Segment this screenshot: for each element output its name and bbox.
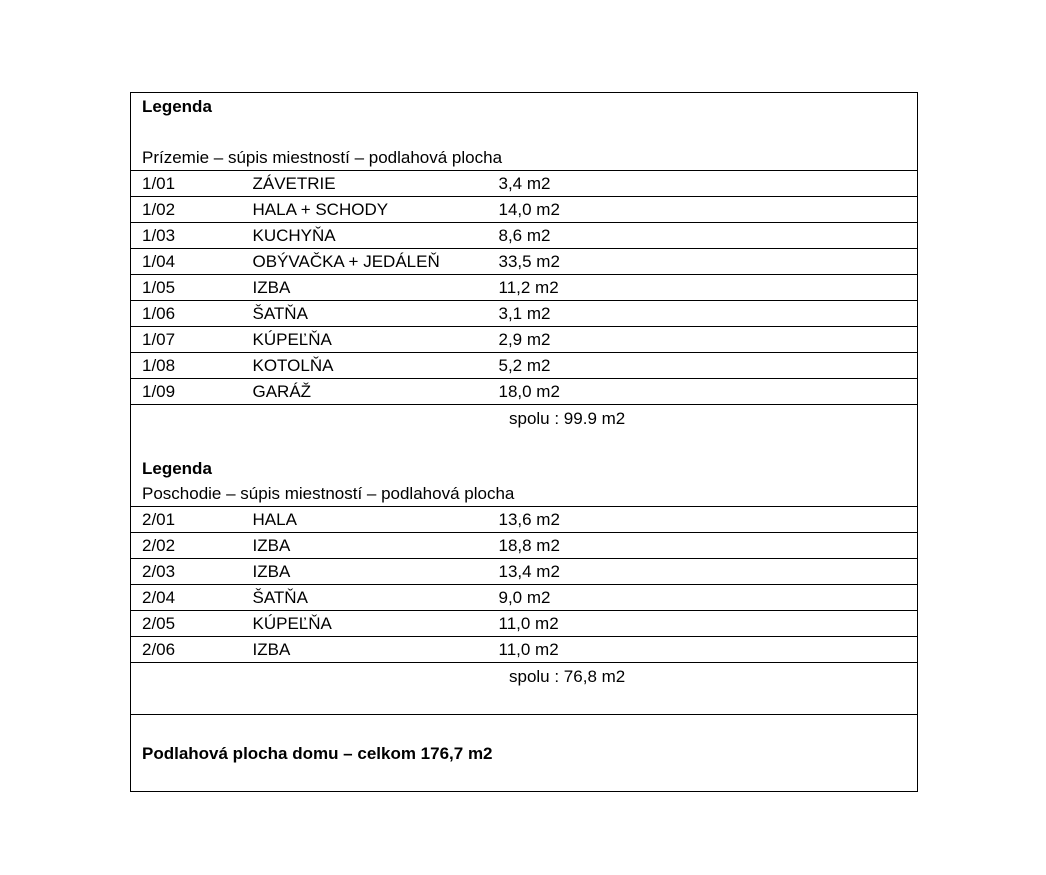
room-area: 11,0 m2	[499, 637, 918, 663]
room-row	[131, 611, 918, 637]
room-id: 1/05	[131, 275, 253, 301]
room-row	[131, 379, 918, 405]
room-row	[131, 559, 918, 585]
section1-heading: Prízemie – súpis miestností – podlahová plocha	[142, 148, 503, 167]
room-row	[131, 533, 918, 559]
room-row	[131, 223, 918, 249]
room-id: 2/05	[131, 611, 253, 637]
room-schedule-table	[130, 92, 918, 792]
room-row	[131, 171, 918, 197]
room-name: IZBA	[253, 275, 499, 301]
room-row	[131, 249, 918, 275]
room-row	[131, 637, 918, 663]
room-row	[131, 353, 918, 379]
room-row	[131, 327, 918, 353]
section2-heading: Poschodie – súpis miestností – podlahová plocha	[142, 484, 515, 503]
room-id: 1/01	[131, 171, 253, 197]
section2-total-row	[131, 663, 918, 715]
room-name: IZBA	[253, 637, 499, 663]
room-area: 11,0 m2	[499, 611, 918, 637]
room-name: OBÝVAČKA + JEDÁLEŇ	[253, 249, 499, 275]
section2-legend: Legenda	[142, 459, 212, 478]
grand-total-row	[131, 715, 918, 792]
room-area: 5,2 m2	[499, 353, 918, 379]
room-name: ŠATŇA	[253, 585, 499, 611]
section1-header-row	[131, 93, 918, 171]
room-name: KUCHYŇA	[253, 223, 499, 249]
room-area: 3,1 m2	[499, 301, 918, 327]
room-name: IZBA	[253, 533, 499, 559]
room-id: 2/03	[131, 559, 253, 585]
room-area: 3,4 m2	[499, 171, 918, 197]
grand-total: Podlahová plocha domu – celkom 176,7 m2	[142, 743, 493, 763]
room-name: KÚPEĽŇA	[253, 327, 499, 353]
room-area: 13,6 m2	[499, 507, 918, 533]
room-area: 13,4 m2	[499, 559, 918, 585]
room-row	[131, 275, 918, 301]
room-name: GARÁŽ	[253, 379, 499, 405]
room-row	[131, 197, 918, 223]
room-schedule-document	[130, 92, 918, 792]
room-id: 2/02	[131, 533, 253, 559]
room-name: ŠATŇA	[253, 301, 499, 327]
room-area: 11,2 m2	[499, 275, 918, 301]
room-id: 2/06	[131, 637, 253, 663]
room-row	[131, 585, 918, 611]
room-area: 14,0 m2	[499, 197, 918, 223]
room-name: HALA	[253, 507, 499, 533]
room-id: 2/01	[131, 507, 253, 533]
room-id: 1/02	[131, 197, 253, 223]
room-area: 18,8 m2	[499, 533, 918, 559]
section1-total: spolu : 99.9 m2	[509, 409, 626, 428]
room-id: 1/07	[131, 327, 253, 353]
room-id: 1/08	[131, 353, 253, 379]
section1-legend: Legenda	[142, 97, 212, 116]
room-name: KOTOLŇA	[253, 353, 499, 379]
room-id: 1/04	[131, 249, 253, 275]
room-area: 33,5 m2	[499, 249, 918, 275]
room-row	[131, 301, 918, 327]
room-name: KÚPEĽŇA	[253, 611, 499, 637]
room-area: 8,6 m2	[499, 223, 918, 249]
room-area: 2,9 m2	[499, 327, 918, 353]
room-name: IZBA	[253, 559, 499, 585]
room-id: 1/03	[131, 223, 253, 249]
room-row	[131, 507, 918, 533]
room-id: 1/06	[131, 301, 253, 327]
room-area: 18,0 m2	[499, 379, 918, 405]
room-id: 1/09	[131, 379, 253, 405]
room-area: 9,0 m2	[499, 585, 918, 611]
section2-total: spolu : 76,8 m2	[509, 667, 626, 686]
room-name: HALA + SCHODY	[253, 197, 499, 223]
room-id: 2/04	[131, 585, 253, 611]
room-name: ZÁVETRIE	[253, 171, 499, 197]
section1-total-and-section2-header-row	[131, 405, 918, 507]
